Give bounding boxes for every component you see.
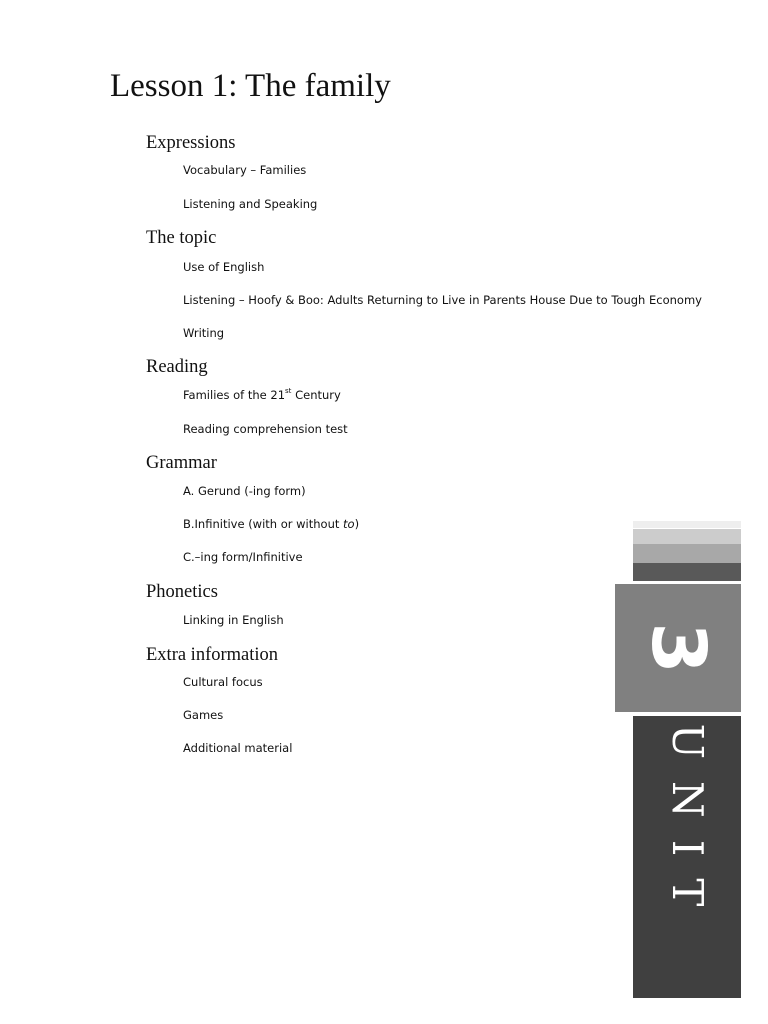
item-listening-hoofy-boo: Listening – Hoofy & Boo: Adults Returning to Live in Parents House Due to Tough Economy xyxy=(183,293,702,307)
item-games: Games xyxy=(183,708,224,722)
page-title: Lesson 1: The family xyxy=(110,68,391,104)
item-use-of-english: Use of English xyxy=(183,260,265,274)
item-listening-and-speaking: Listening and Speaking xyxy=(183,197,318,211)
item-infinitive-text-after: ) xyxy=(354,517,360,531)
item-linking-in-english: Linking in English xyxy=(183,613,284,627)
unit-tab-stripe-3 xyxy=(633,544,741,563)
item-infinitive-italic: to xyxy=(343,517,355,531)
section-heading-extra-information: Extra information xyxy=(146,645,279,665)
item-families-21st-century xyxy=(183,387,341,403)
item-additional-material: Additional material xyxy=(183,741,293,755)
item-infinitive-text-before: B.Infinitive (with or without xyxy=(183,517,344,531)
item-families-text-after: Century xyxy=(291,388,341,402)
unit-tab-stripe-1 xyxy=(633,521,741,528)
item-families-text-before: Families of the 21 xyxy=(183,388,286,402)
section-heading-the-topic: The topic xyxy=(146,228,217,248)
item-ing-form-infinitive: C.–ing form/Infinitive xyxy=(183,550,303,564)
section-heading-grammar: Grammar xyxy=(146,453,217,473)
item-infinitive xyxy=(183,516,359,532)
unit-word-box xyxy=(633,716,741,998)
item-vocabulary-families: Vocabulary – Families xyxy=(183,163,307,177)
section-heading-expressions: Expressions xyxy=(146,133,236,153)
item-gerund: A. Gerund (-ing form) xyxy=(183,484,306,498)
section-heading-reading: Reading xyxy=(146,357,208,377)
unit-word: UNIT xyxy=(663,723,712,929)
item-reading-comprehension-test: Reading comprehension test xyxy=(183,422,348,436)
unit-number-box xyxy=(615,584,741,712)
item-families-superscript: st xyxy=(285,387,292,396)
unit-number: 3 xyxy=(635,622,721,674)
item-cultural-focus: Cultural focus xyxy=(183,675,263,689)
item-writing: Writing xyxy=(183,326,225,340)
section-heading-phonetics: Phonetics xyxy=(146,582,218,602)
unit-tab-stripe-2 xyxy=(633,529,741,544)
unit-tab-stripe-4 xyxy=(633,563,741,581)
